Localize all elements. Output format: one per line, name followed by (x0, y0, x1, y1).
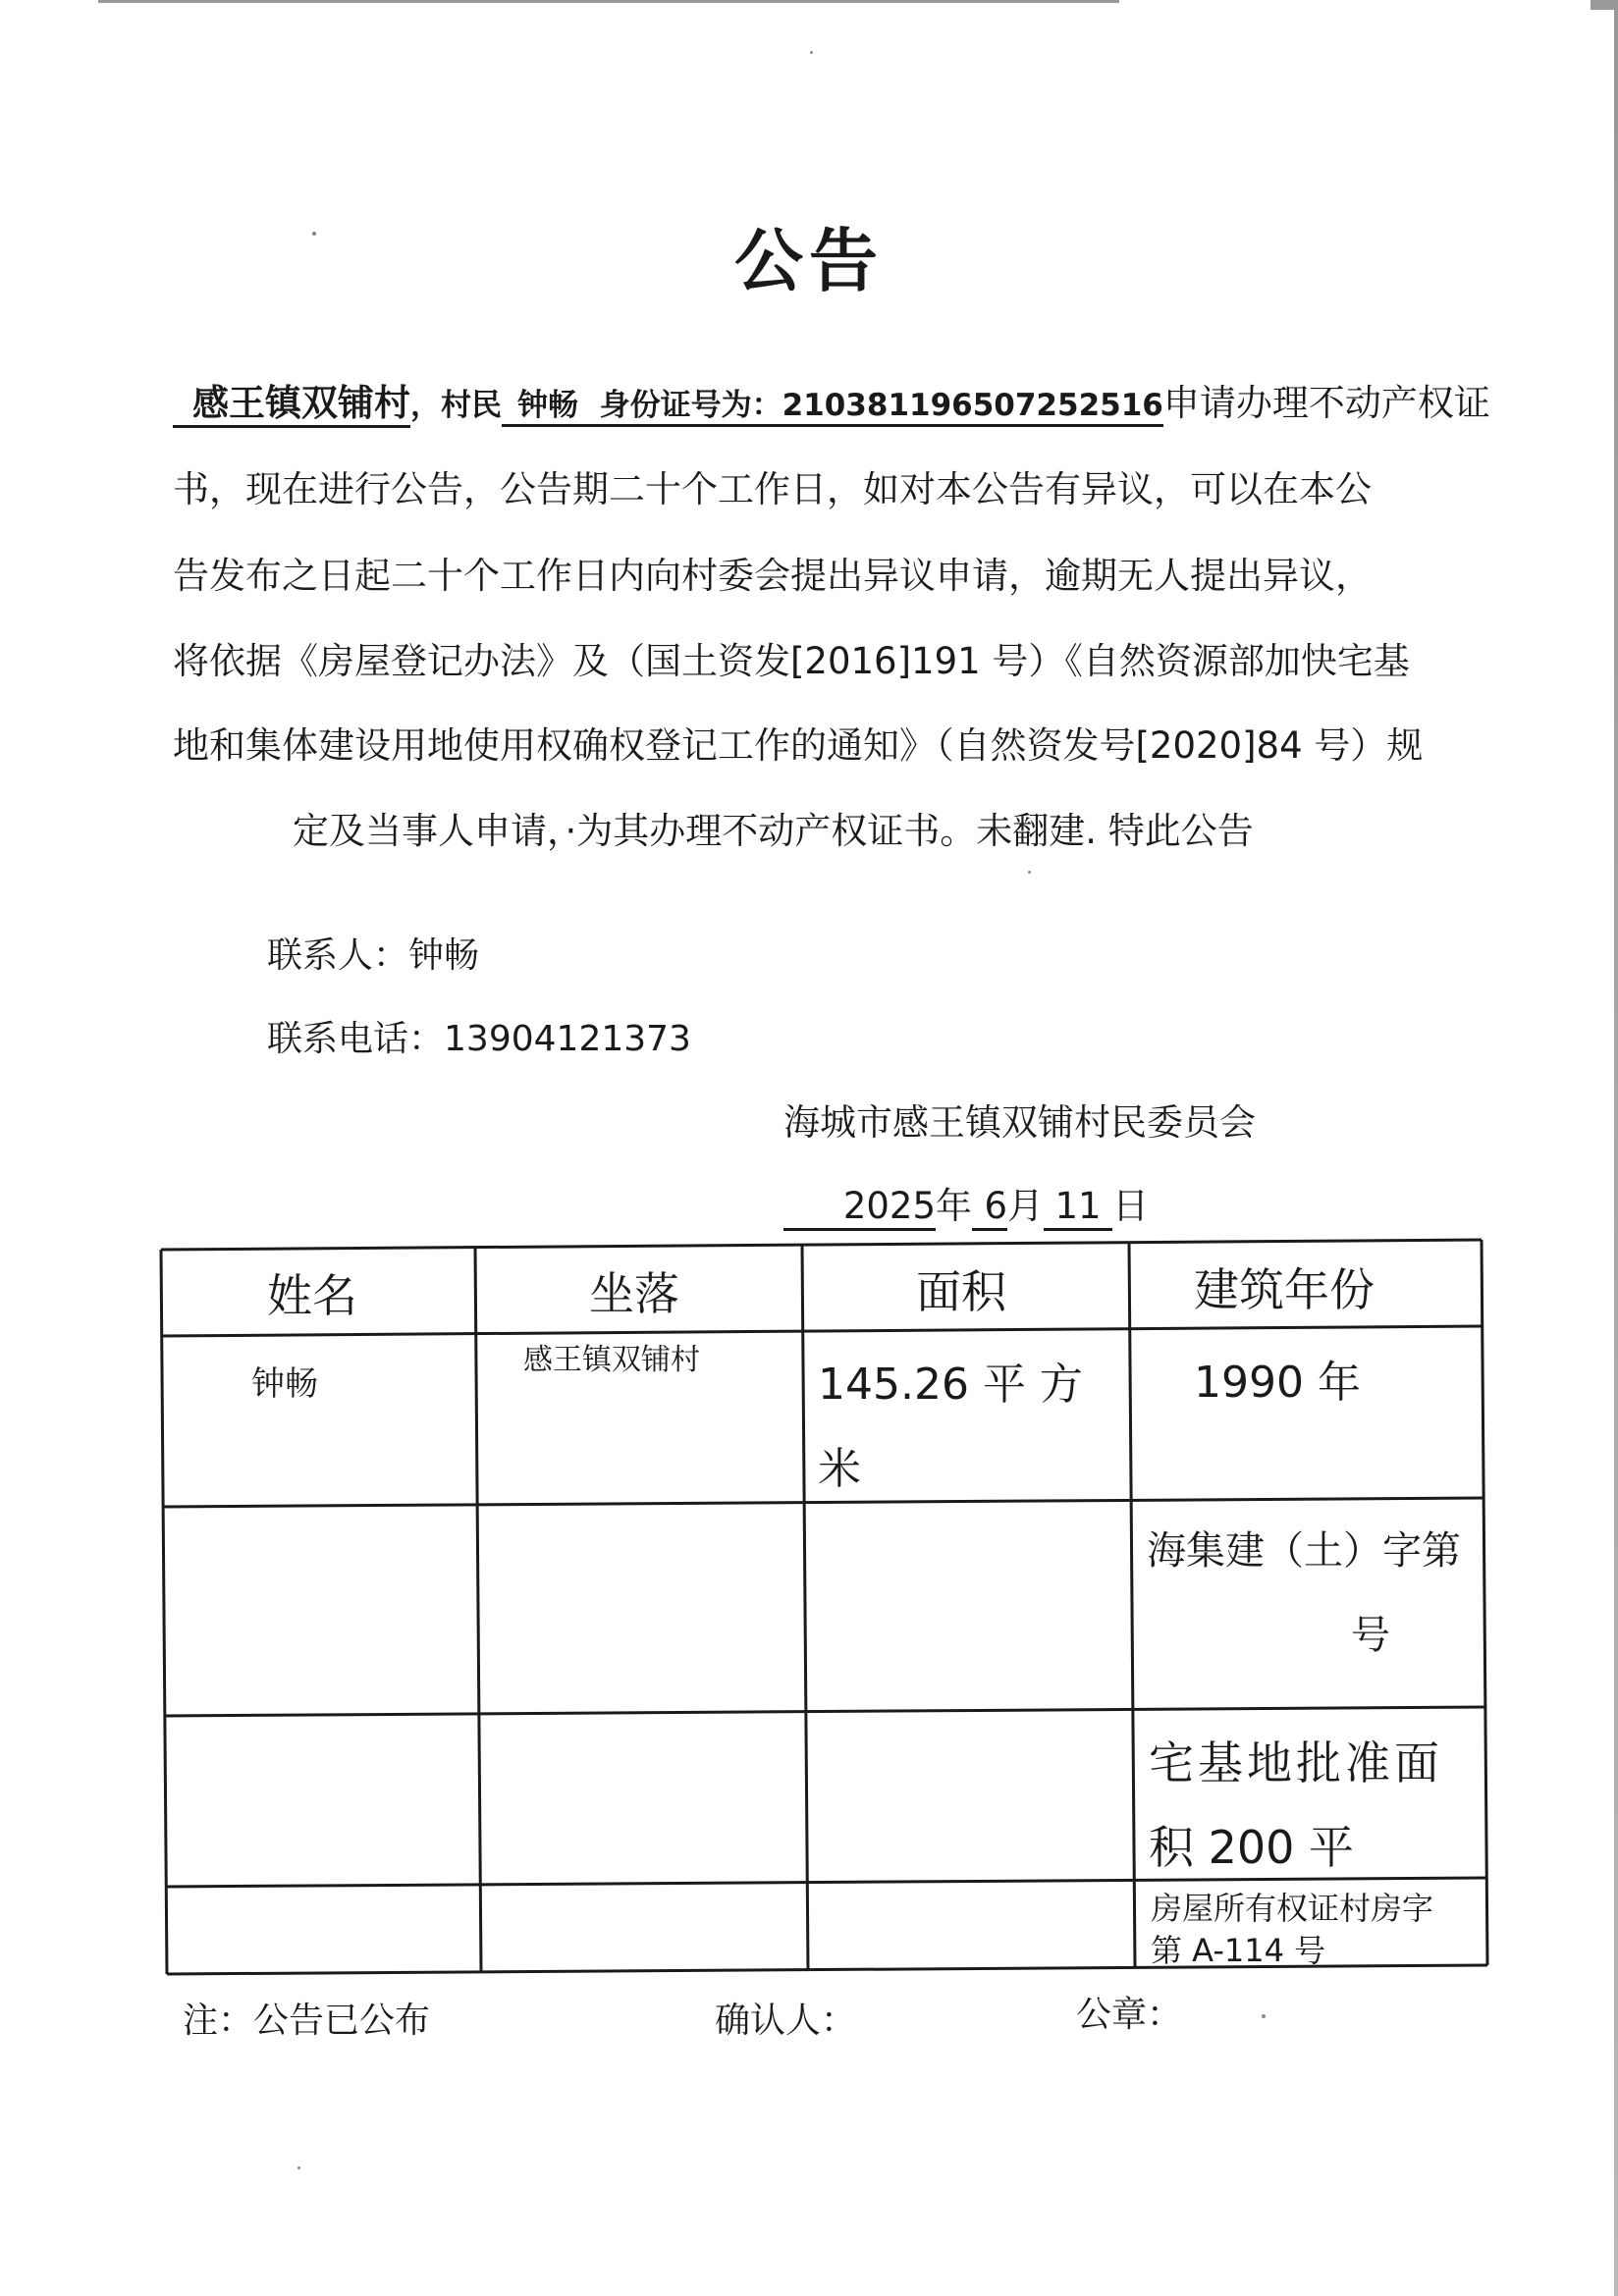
date-year-unit: 年 (936, 1185, 972, 1227)
cell-year: 1990 年 (1194, 1358, 1361, 1408)
cell-approved-area-line2: 积 200 平 (1149, 1821, 1355, 1874)
body-line-5: 地和集体建设用地使用权确权登记工作的通知》（自然资发号[2020]84 号）规 (173, 724, 1424, 767)
table-header-name: 姓名 (267, 1269, 357, 1322)
line1-tail: 申请办理不动产权证 (1162, 382, 1490, 424)
id-number: 210381196507252516 (782, 388, 1163, 423)
table-header-location: 坐落 (589, 1267, 679, 1320)
footer-confirm-label: 确认人： (715, 2001, 857, 2041)
cell-location: 感王镇双铺村 (523, 1343, 700, 1377)
issuer-name: 海城市感王镇双铺村民委员会 (783, 1101, 1256, 1144)
cell-house-cert-line2: 第 A-114 号 (1151, 1932, 1326, 1969)
table-header-area: 面积 (916, 1265, 1006, 1318)
body-line-2: 书，现在进行公告，公告期二十个工作日，如对本公告有异议，可以在本公 (173, 468, 1372, 510)
cell-house-cert-line1: 房屋所有权证村房字 (1151, 1890, 1434, 1927)
date-month: 6 (972, 1186, 1007, 1231)
footer-note: 注：公告已公布 (183, 2001, 431, 2041)
footer-seal-label: 公章： (1076, 1995, 1183, 2035)
date-month-unit: 月 (1007, 1185, 1044, 1227)
village-name: 感王镇双铺村 (173, 383, 410, 428)
body-line-3: 告发布之日起二十个工作日内向村委会提出异议申请，逾期无人提出异议， (173, 555, 1372, 597)
cell-land-cert-line1: 海集建（土）字第 (1147, 1528, 1461, 1574)
body-line-4: 将依据《房屋登记办法》及（国土资发[2016]191 号）《自然资源部加快宅基 (173, 640, 1410, 682)
contact-person-value: 钟畅 (408, 935, 480, 976)
contact-phone-label: 联系电话： (267, 1019, 445, 1059)
page-title: 公告 (734, 221, 884, 301)
date-year: 2025 (783, 1186, 936, 1231)
villager-prefix: ，村民 (410, 388, 502, 423)
cell-area-line2: 米 (818, 1444, 861, 1494)
cell-land-cert-line2: 号 (1351, 1613, 1390, 1658)
contact-person-label: 联系人： (267, 935, 409, 976)
contact-phone-value: 13904121373 (444, 1019, 691, 1059)
id-label: 身份证号为： (599, 388, 782, 423)
cell-area-line1: 145.26 平 方 (818, 1360, 1083, 1410)
applicant-name: 钟畅 (517, 388, 578, 423)
date-day: 11 (1044, 1186, 1112, 1231)
table-header-year: 建筑年份 (1194, 1263, 1375, 1316)
body-line-6: 定及当事人申请，·为其办理不动产权证书。未翻建. 特此公告 (293, 810, 1254, 852)
cell-approved-area-line1: 宅基地批准面 (1149, 1736, 1443, 1789)
cell-name: 钟畅 (251, 1364, 318, 1404)
date-day-unit: 日 (1112, 1185, 1149, 1227)
